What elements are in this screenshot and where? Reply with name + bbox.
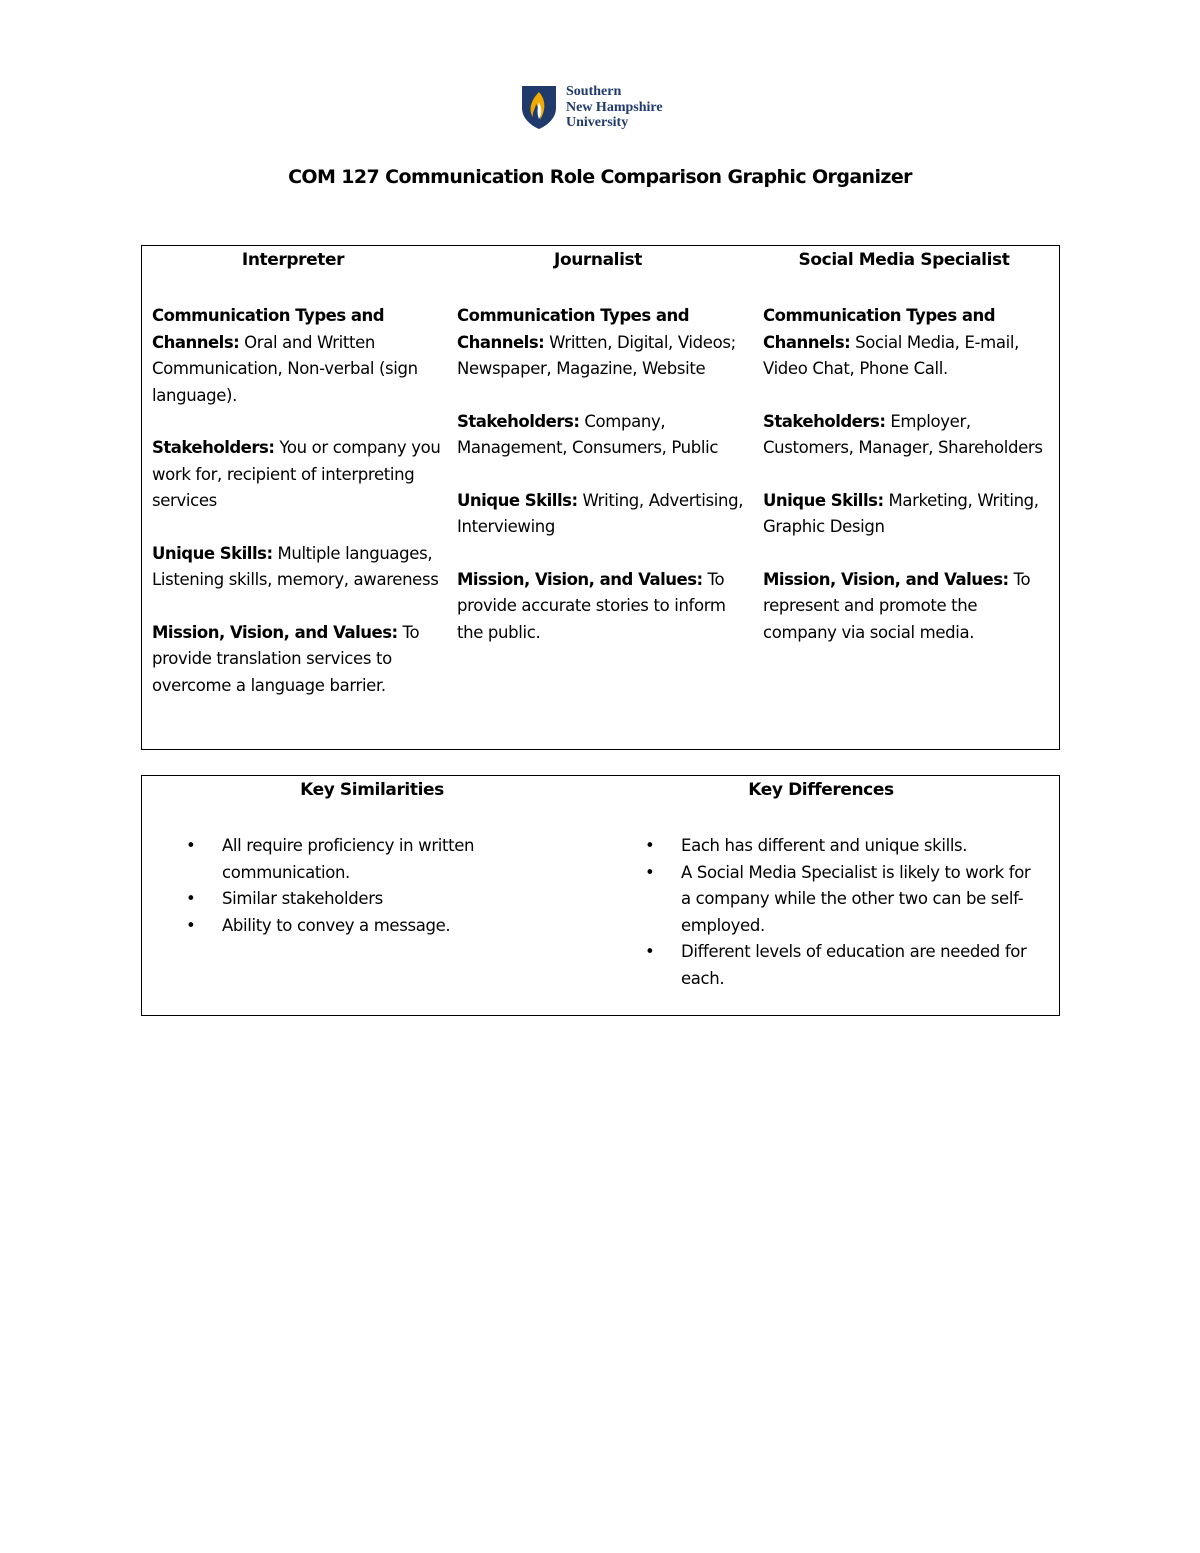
section-label: Mission, Vision, and Values: (457, 569, 703, 589)
list-item: • Each has different and unique skills. (601, 833, 1041, 860)
role-heading: Interpreter (241, 250, 345, 270)
role-column-interpreter (152, 246, 442, 699)
section-value: Writing, Advertising, Interviewing (457, 490, 744, 536)
similarities-column (142, 776, 602, 939)
list-item: • Ability to convey a message. (142, 913, 602, 940)
section-value: Company, Management, Consumers, Public (457, 411, 719, 457)
section-value: To provide translation services to overcome a language barrier. (152, 622, 420, 695)
page-title: COM 127 Communication Role Comparison Graphic Organizer (288, 166, 912, 188)
communication-section (152, 303, 442, 409)
section-label: Stakeholders: (763, 411, 886, 431)
role-heading: Journalist (554, 250, 642, 270)
list-item: • All require proficiency in written communication. (142, 833, 602, 886)
bullet-icon: • (186, 915, 196, 935)
bullet-icon: • (186, 836, 196, 855)
stakeholders-section (457, 409, 747, 462)
section-value: To represent and promote the company via social media. (763, 569, 1031, 642)
section-label: Stakeholders: (457, 411, 580, 431)
skills-section (152, 541, 442, 594)
section-value: You or company you work for, recipient of interpreting services (152, 438, 441, 510)
section-value: Marketing, Writing, Graphic Design (763, 490, 1039, 536)
similarities-heading: Key Similarities (300, 780, 444, 800)
section-label: Stakeholders: (152, 438, 275, 457)
section-value: To provide accurate stories to inform the public. (457, 569, 726, 642)
section-value: Written, Digital, Videos; Newspaper, Magazine, Website (457, 332, 736, 378)
role-heading: Social Media Specialist (798, 250, 1010, 270)
similarities-list (142, 833, 602, 939)
section-value: Oral and Written Communication, Non-verbal (sign language). (152, 332, 418, 405)
section-value: Employer, Customers, Manager, Shareholders (763, 411, 1043, 457)
section-label: Communication Types and Channels: (763, 306, 996, 352)
role-column-journalist (457, 246, 747, 646)
section-label: Unique Skills: (457, 490, 578, 510)
section-label: Unique Skills: (763, 490, 884, 510)
communication-section (763, 303, 1053, 383)
section-label: Mission, Vision, and Values: (763, 569, 1009, 589)
section-value: Multiple languages, Listening skills, memory, awareness (152, 543, 439, 589)
section-label: Mission, Vision, and Values: (152, 622, 398, 642)
section-value: Social Media, E-mail, Video Chat, Phone Call. (763, 332, 1019, 378)
section-label: Unique Skills: (152, 543, 273, 563)
shield-flame-icon (520, 84, 560, 130)
bullet-icon: • (645, 862, 655, 882)
section-label: Communication Types and Channels: (457, 306, 690, 352)
roles-table (141, 245, 1060, 750)
section-label: Communication Types and Channels: (152, 306, 385, 352)
list-item: • Similar stakeholders (142, 886, 602, 913)
bullet-icon: • (186, 889, 196, 908)
differences-list (601, 833, 1041, 992)
differences-column (601, 776, 1041, 992)
university-logo (520, 84, 690, 132)
skills-section (457, 488, 747, 541)
mission-section (763, 567, 1053, 647)
stakeholders-section (763, 409, 1053, 462)
mission-section (152, 620, 442, 700)
bullet-icon: • (645, 836, 655, 855)
role-column-social-media-specialist (763, 246, 1053, 646)
bullet-icon: • (645, 942, 655, 961)
mission-section (457, 567, 747, 647)
stakeholders-section (152, 435, 442, 515)
differences-heading: Key Differences (748, 780, 894, 800)
communication-section (457, 303, 747, 383)
comparison-table (141, 775, 1060, 1016)
list-item: • A Social Media Specialist is likely to work for a company while the other two can be self-employed. (601, 860, 1041, 940)
logo-wordmark: Southern New Hampshire University (566, 84, 663, 130)
skills-section (763, 488, 1053, 541)
list-item: • Different levels of education are needed for each. (601, 939, 1041, 992)
